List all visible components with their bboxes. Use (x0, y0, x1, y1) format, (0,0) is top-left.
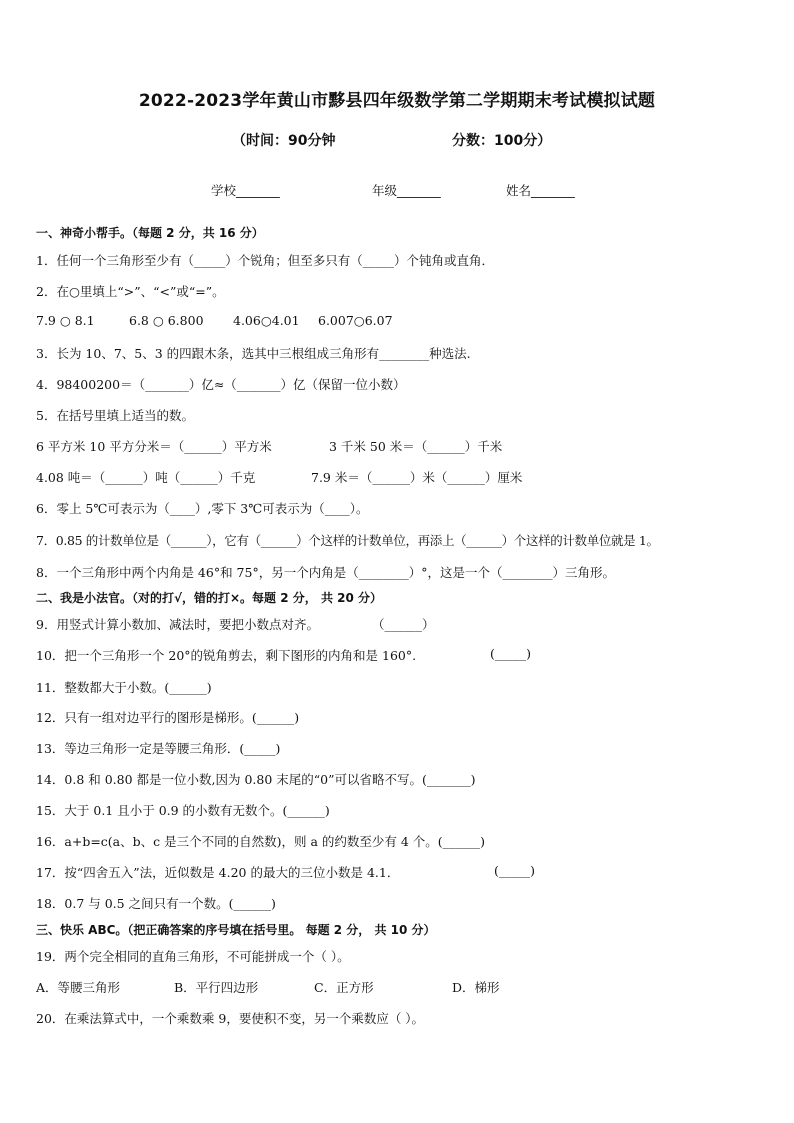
question-5-part: 3 千米 50 米＝（______）千米 (329, 439, 503, 454)
question-5-part: 4.08 吨＝（______）吨（______）千克 (36, 470, 256, 485)
option-d: D．梯形 (452, 980, 500, 995)
option-b: B．平行四边形 (174, 980, 259, 995)
section-heading: 一、神奇小帮手。（每题 2 分，共 16 分） (36, 226, 264, 240)
question-16: 16．a+b=c(a、b、c 是三个不同的自然数)，则 a 的约数至少有 4 个。(______) (36, 834, 486, 849)
question-14: 14．0.8 和 0.80 都是一位小数,因为 0.80 末尾的“0”可以省略不写。(_______) (36, 772, 476, 787)
section-heading: 二、我是小法官。（对的打√，错的打×。每题 2 分， 共 20 分） (36, 591, 382, 605)
page-title: 2022-2023学年黄山市黟县四年级数学第二学期期末考试模拟试题 (138, 91, 656, 111)
compare-item: 4.06○4.01 (233, 313, 300, 328)
grade-field[interactable]: 年级_______ (372, 183, 441, 198)
answer-mark[interactable]: （______） (372, 617, 435, 632)
question-10: 10．把一个三角形一个 20°的锐角剪去，剩下图形的内角和是 160°. (36, 648, 417, 663)
question-20: 20．在乘法算式中，一个乘数乘 9，要使积不变，另一个乘数应（ ）。 (36, 1011, 425, 1026)
question-5-part: 6 平方米 10 平方分米＝（______）平方米 (36, 439, 272, 454)
question-12: 12．只有一组对边平行的图形是梯形。(______) (36, 710, 300, 725)
option-a: A．等腰三角形 (36, 980, 121, 995)
question-6: 6．零上 5℃可表示为（____）,零下 3℃可表示为（____）。 (36, 501, 369, 516)
exam-time: （时间：90分钟 (232, 133, 336, 149)
question-7: 7．0.85 的计数单位是（______），它有（______）个这样的计数单位，再添上（______）个这样的计数单位就是 1。 (36, 533, 659, 548)
answer-mark[interactable]: (_____) (490, 646, 532, 661)
compare-item: 6.8 ○ 6.800 (129, 313, 204, 328)
question-9: 9．用竖式计算小数加、减法时，要把小数点对齐。 (36, 617, 319, 632)
question-11: 11．整数都大于小数。(______) (36, 680, 212, 695)
question-19: 19．两个完全相同的直角三角形，不可能拼成一个（ ）。 (36, 949, 350, 964)
question-2: 2．在○里填上“>”、“<”或“=”。 (36, 284, 225, 299)
question-3: 3．长为 10、7、5、3 的四跟木条，选其中三根组成三角形有________种选法. (36, 346, 471, 361)
question-13: 13．等边三角形一定是等腰三角形．(_____) (36, 741, 281, 756)
question-15: 15．大于 0.1 且小于 0.9 的小数有无数个。(______) (36, 803, 330, 818)
compare-item: 6.007○6.07 (318, 313, 393, 328)
question-5-part: 7.9 米＝（______）米（______）厘米 (311, 470, 523, 485)
name-field[interactable]: 姓名_______ (506, 183, 575, 198)
question-8: 8．一个三角形中两个内角是 46°和 75°，另一个内角是（________）°，这是一个（________）三角形。 (36, 565, 615, 580)
question-18: 18．0.7 与 0.5 之间只有一个数。(______) (36, 896, 276, 911)
question-4: 4．98400200＝（_______）亿≈（_______）亿（保留一位小数） (36, 377, 406, 392)
question-17: 17．按“四舍五入”法，近似数是 4.20 的最大的三位小数是 4.1． (36, 865, 400, 880)
question-1: 1．任何一个三角形至少有（_____）个锐角；但至多只有（_____）个钝角或直角． (36, 253, 494, 268)
option-c: C．正方形 (314, 980, 374, 995)
section-heading: 三、快乐 ABC。（把正确答案的序号填在括号里。 每题 2 分， 共 10 分） (36, 923, 436, 937)
exam-score: 分数：100分） (452, 133, 552, 149)
school-field[interactable]: 学校_______ (211, 183, 280, 198)
compare-item: 7.9 ○ 8.1 (36, 313, 95, 328)
answer-mark[interactable]: (_____) (494, 863, 536, 878)
question-5: 5．在括号里填上适当的数。 (36, 408, 194, 423)
